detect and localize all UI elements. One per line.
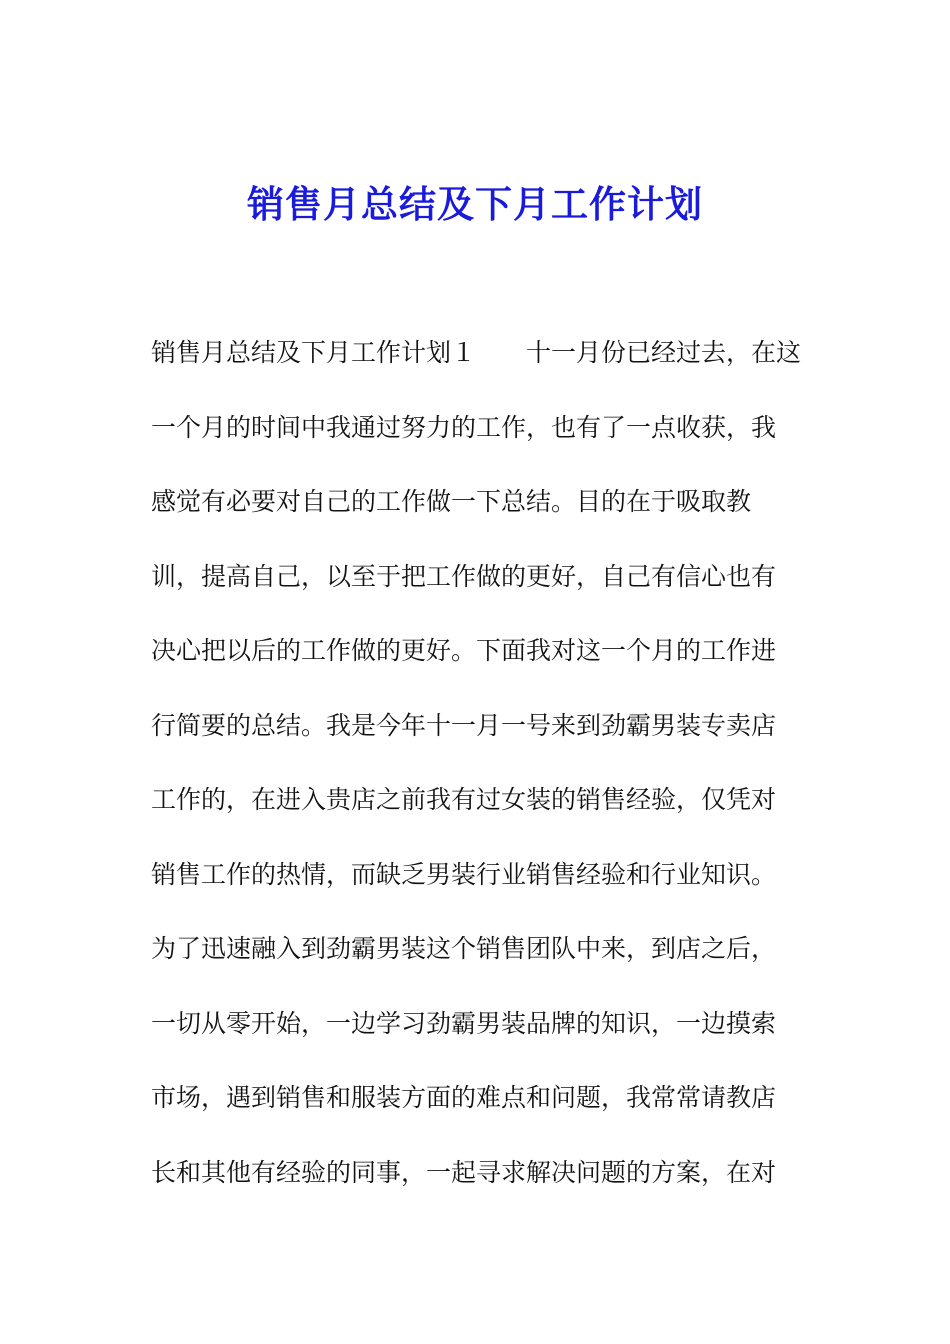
body-line-text: 十一月份已经过去，在这 [526, 338, 802, 367]
body-line: 一个月的时间中我通过努力的工作，也有了一点收获，我 [151, 412, 777, 442]
body-line: 感觉有必要对自己的工作做一下总结。目的在于吸取教 [151, 487, 752, 516]
body-line: 行简要的总结。我是今年十一月一号来到劲霸男装专卖店 [151, 710, 777, 740]
body-line: 市场，遇到销售和服装方面的难点和问题，我常常请教店 [151, 1083, 777, 1112]
body-line: 工作的，在进入贵店之前我有过女装的销售经验，仅凭对 [151, 785, 777, 814]
body-line: 决心把以后的工作做的更好。下面我对这一个月的工作进 [151, 636, 777, 665]
body-line: 一切从零开始，一边学习劲霸男装品牌的知识，一边摸索 [151, 1008, 777, 1038]
body-line: 训，提高自己，以至于把工作做的更好，自己有信心也有 [151, 561, 777, 591]
document-body [151, 327, 811, 1221]
body-line: 长和其他有经验的同事，一起寻求解决问题的方案，在对 [151, 1157, 777, 1187]
document-title: 销售月总结及下月工作计划 [247, 182, 703, 226]
body-line [151, 327, 811, 402]
body-line: 为了迅速融入到劲霸男装这个销售团队中来，到店之后， [151, 934, 777, 963]
body-line: 销售工作的热情，而缺乏男装行业销售经验和行业知识。 [151, 859, 777, 889]
section-heading-inline: 销售月总结及下月工作计划１ [151, 338, 477, 367]
